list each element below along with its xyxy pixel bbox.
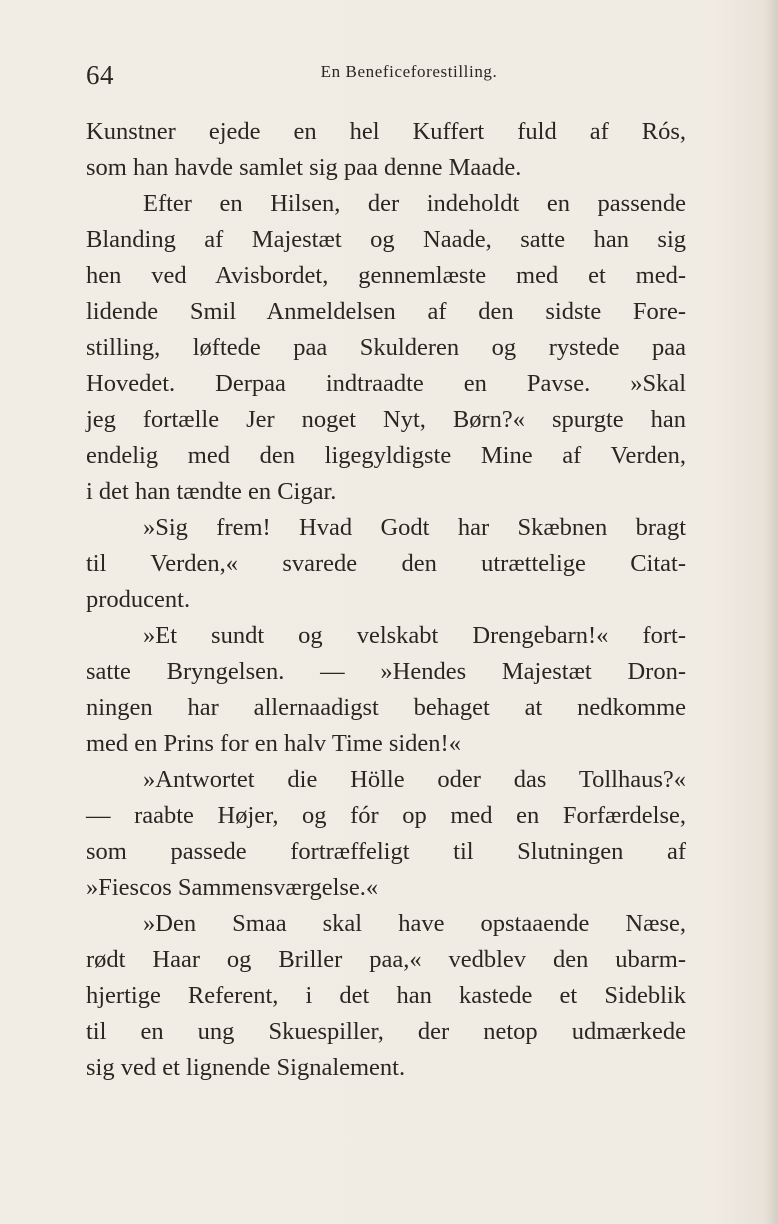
text-line: »Den Smaa skal have opstaaende Næse, xyxy=(143,910,686,937)
text-line: sig ved et lignende Signalement. xyxy=(86,1054,406,1081)
text-line: til en ung Skuespiller, der netop udmærkede xyxy=(86,1018,686,1045)
running-head: En Beneficeforestilling. xyxy=(320,62,498,81)
text-line: ningen har allernaadigst behaget at nedkomme xyxy=(86,694,686,721)
text-line: »Sig frem! Hvad Godt har Skæbnen bragt xyxy=(143,514,686,541)
text-line: — raabte Højer, og fór op med en Forfærdelse, xyxy=(86,802,686,829)
text-line: Efter en Hilsen, der indeholdt en passende xyxy=(143,190,686,217)
text-line: endelig med den ligegyldigste Mine af Verden, xyxy=(86,442,686,469)
text-line: »Fiescos Sammensværgelse.« xyxy=(86,874,379,901)
text-line: satte Bryngelsen. — »Hendes Majestæt Dron- xyxy=(86,658,686,685)
text-line: stilling, løftede paa Skulderen og rystede paa xyxy=(86,334,686,361)
page-number: 64 xyxy=(86,60,114,90)
text-line: Hovedet. Derpaa indtraadte en Pavse. »Skal xyxy=(86,370,686,397)
text-line: i det han tændte en Cigar. xyxy=(86,478,337,505)
text-line: lidende Smil Anmeldelsen af den sidste Fore- xyxy=(86,298,686,325)
text-line: »Et sundt og velskabt Drengebarn!« fort- xyxy=(143,622,686,649)
text-line: Blanding af Majestæt og Naade, satte han sig xyxy=(86,226,686,253)
page-edge-shadow xyxy=(764,0,778,1224)
text-line: rødt Haar og Briller paa,« vedblev den ubarm- xyxy=(86,946,686,973)
text-line: hjertige Referent, i det han kastede et Sideblik xyxy=(86,982,686,1009)
text-line: med en Prins for en halv Time siden!« xyxy=(86,730,461,757)
text-line: jeg fortælle Jer noget Nyt, Børn?« spurgte han xyxy=(86,406,686,433)
text-line: producent. xyxy=(86,586,191,613)
body-text xyxy=(86,114,686,1086)
text-line: som han havde samlet sig paa denne Maade. xyxy=(86,154,522,181)
text-line: som passede fortræffeligt til Slutningen af xyxy=(86,838,686,865)
text-line: til Verden,« svarede den utrættelige Citat- xyxy=(86,550,686,577)
text-line: Kunstner ejede en hel Kuffert fuld af Rós, xyxy=(86,118,686,145)
text-line: hen ved Avisbordet, gennemlæste med et med- xyxy=(86,262,686,289)
text-line: »Antwortet die Hölle oder das Tollhaus?« xyxy=(143,766,686,793)
